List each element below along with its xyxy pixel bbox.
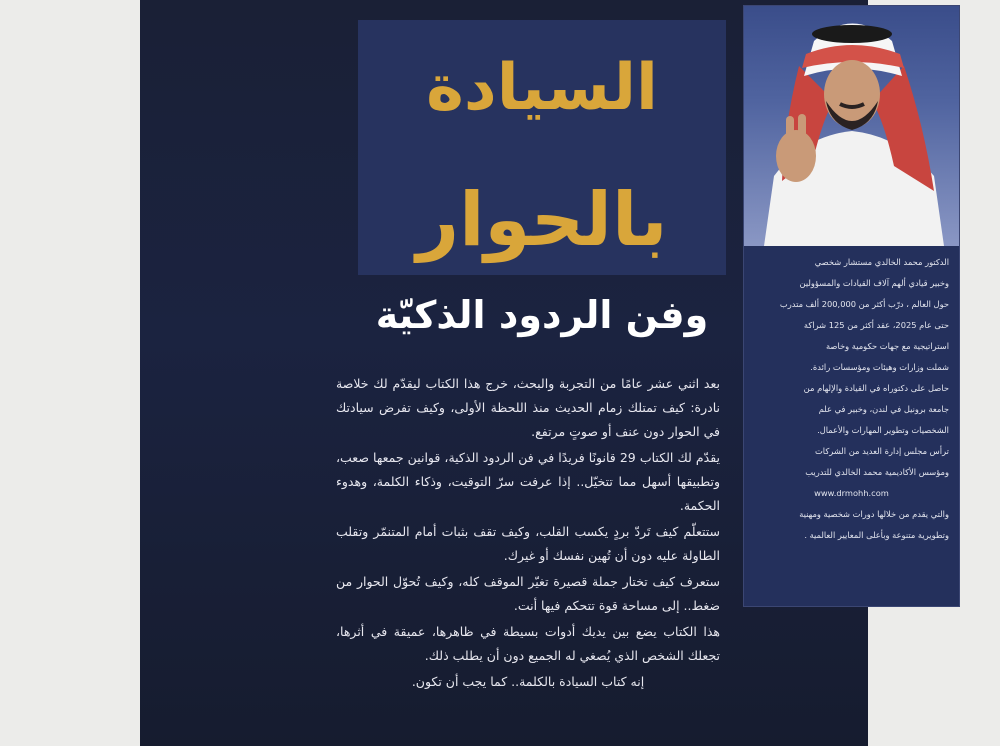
author-bio-line: حتى عام 2025، عقد أكثر من 125 شراكة [803,320,949,330]
blurb-paragraph: هذا الكتاب يضع بين يديك أدوات بسيطة في ظاهرها، عميقة في أثرها، تجعلك الشخص الذي يُصغي له الجميع دون أن يطلب ذلك. [336,624,720,663]
author-bio-line: الدكتور محمد الخالدي مستشار شخصي [814,257,949,267]
author-bio-line: شملت وزارات وهيئات ومؤسسات رائدة. [810,362,949,372]
title-line-1: السيادة [426,51,658,125]
author-bio-line: حاصل على دكتوراه في القيادة والإلهام من [803,383,949,393]
author-bio-line: والتي يقدم من خلالها دورات شخصية ومهنية [799,509,949,519]
author-bio-line: ترأس مجلس إدارة العديد من الشركات [814,446,949,456]
title-panel [358,20,726,275]
book-cover [140,0,949,746]
blurb-text [336,372,720,696]
author-bio-line: ومؤسس الأكاديمية محمد الخالدي للتدريب [805,467,949,477]
author-bio [754,252,949,546]
author-bio-line: الشخصيات وتطوير المهارات والأعمال. [817,425,949,435]
author-photo [744,6,959,246]
blurb-paragraph: ستتعلّم كيف تَردّ بردٍ يكسب القلب، وكيف تقف بثبات أمام المتنمّر وتقلب الطاولة عليه دون أن تُهين نفسك أو غيرك. [336,524,720,563]
subtitle: وفن الردود الذكيّة [375,293,709,337]
author-illustration [744,6,959,246]
blurb-paragraph: بعد اثني عشر عامًا من التجربة والبحث، خرج هذا الكتاب ليقدّم لك خلاصة نادرة: كيف تمتلك زمام الحديث منذ اللحظة الأولى، وكيف تفرض سيادتك في الحوار دون عنف أو صوتٍ مرتفع. [336,376,720,439]
author-bio-line: جامعة برونيل في لندن، وخبير في علم [818,404,949,414]
author-bio-line: حول العالم ، درّب أكثر من 200,000 ألف متدرب [779,299,949,309]
blurb-paragraph: يقدّم لك الكتاب 29 قانونًا فريدًا في فن الردود الذكية، قوانين جمعها صعب، وتطبيقها أسهل مما تتخيّل.. إذا عرفت سرّ التوقيت، وذكاء الكلمة، وهدوء الحكمة. [336,450,720,513]
author-bio-line: استراتيجية مع جهات حكومية وخاصة [825,341,949,351]
author-website: www.drmohh.com [814,488,889,498]
author-bio-line: وخبير قيادي ألهم آلاف القيادات والمسؤولين [799,278,949,288]
blurb-closing-line: إنه كتاب السيادة بالكلمة.. كما يجب أن تكون. [411,674,645,689]
blurb-paragraph: ستعرف كيف تختار جملة قصيرة تغيّر الموقف كله، وكيف تُحوّل الحوار من ضغط.. إلى مساحة قوة تتحكم فيها أنت. [336,574,720,613]
author-panel [743,5,960,607]
author-bio-line: وتطويرية متنوعة وبأعلى المعايير العالمية . [804,530,949,540]
title-line-2: بالحوار [416,177,668,263]
